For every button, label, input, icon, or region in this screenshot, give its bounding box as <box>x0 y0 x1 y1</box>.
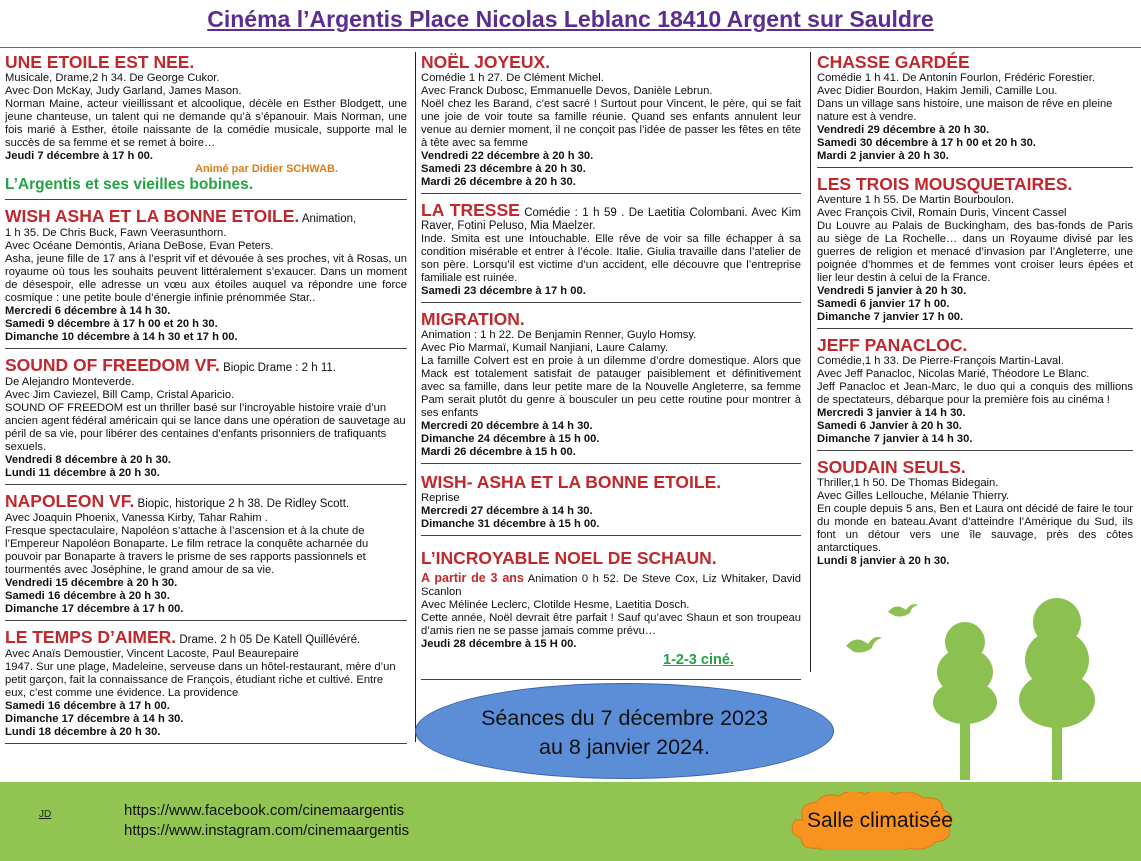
session-time: Vendredi 5 janvier à 20 h 30. <box>817 285 967 297</box>
tree-icon <box>1019 598 1095 780</box>
movie-synopsis: Cette année, Noël devrait être parfait ! Sauf qu’avec Shaun et son troupeau d’amis rien ne se passe jamais comme prévu… <box>421 612 801 637</box>
session-time: Mardi 2 janvier à 20 h 30. <box>817 150 949 162</box>
movie-genre: Drame. 2 h 05 De Katell Quillévéré. <box>176 634 361 646</box>
movie-cast: Avec Jeff Panacloc, Nicolas Marié, Théodore Le Blanc. <box>817 368 1090 380</box>
movie-title: SOUND OF FREEDOM VF. <box>5 355 220 375</box>
movie-genre: Animation, <box>299 213 357 225</box>
movie-wish-reprise <box>421 470 801 536</box>
movie-cast: Avec Didier Bourdon, Hakim Jemili, Camille Lou. <box>817 85 1058 97</box>
column-2 <box>421 52 801 686</box>
dates-line: Séances du 7 décembre 2023 <box>481 706 768 730</box>
movie-synopsis: Norman Maine, acteur vieillissant et alcoolique, décèle en Esther Blodgett, une jeune chanteuse, un talent qui ne demande qu’à s’épanouir. Mais Norman, une fois marié à Esther, étoile naissante de la comédie musicale, supporte mal le succès de sa femme et se remet à boire… <box>5 98 407 149</box>
movie-cast: Avec Mélinée Leclerc, Clotilde Hesme, Laetitia Dosch. <box>421 599 690 611</box>
movie-genre: Comédie : 1 h 59 . De Laetitia Colombani. Avec Kim Raver, Fotini Peluso, Mia Maelzer. <box>421 207 801 232</box>
movie-title: NAPOLEON VF. <box>5 491 135 511</box>
movie-title: UNE ETOILE EST NEE. <box>5 52 195 72</box>
session-time: Dimanche 7 janvier 17 h 00. <box>817 311 964 323</box>
instagram-link[interactable]: https://www.instagram.com/cinemaargentis <box>124 822 410 839</box>
session-time: Vendredi 29 décembre à 20 h 30. <box>817 124 990 136</box>
session-time: Mardi 26 décembre à 15 h 00. <box>421 446 576 458</box>
movie-napoleon <box>5 491 407 621</box>
session-time: Dimanche 10 décembre à 14 h 30 et 17 h 00. <box>5 331 238 343</box>
movie-synopsis: La famille Colvert est en proie à un dilemme d’ordre domestique. Alors que Mack est totalement satisfait de patauger paisiblement et définitivement avec sa famille, dans leur petite mare de la Nouvelle Angleterre, sa femme Pam serait plutôt du genre à bousculer un peu cette routine pour montrer à ses enfants <box>421 355 801 419</box>
session-time: Dimanche 17 décembre à 14 h 30. <box>5 713 184 725</box>
column-3 <box>817 52 1133 578</box>
session-time: Samedi 16 décembre à 17 h 00. <box>5 700 170 712</box>
movie-cast: Avec Joaquin Phoenix, Vanessa Kirby, Tahar Rahim . <box>5 512 268 524</box>
dates-line: au 8 janvier 2024. <box>539 735 710 759</box>
movie-le-temps-d-aimer <box>5 627 407 744</box>
movie-title: NOËL JOYEUX. <box>421 52 551 72</box>
movie-title: LE TEMPS D’AIMER. <box>5 627 177 647</box>
session-time: Mercredi 6 décembre à 14 h 30. <box>5 305 171 317</box>
movie-synopsis: Dans un village sans histoire, une maison de rêve en pleine nature est à vendre. <box>817 98 1113 123</box>
movie-cast: Avec Anaïs Demoustier, Vincent Lacoste, Paul Beaurepaire <box>5 648 299 660</box>
aircon-badge <box>783 792 977 850</box>
movie-cast: Avec Gilles Lellouche, Mélanie Thierry. <box>817 490 1010 502</box>
session-time: Dimanche 31 décembre à 15 h 00. <box>421 518 600 530</box>
movie-genre: Animation 0 h 52. De Steve Cox, Liz Whitaker, David Scanlon <box>421 573 801 598</box>
movie-noel-joyeux <box>421 52 801 194</box>
movie-sound-of-freedom <box>5 355 407 485</box>
movie-cast: Avec Franck Dubosc, Emmanuelle Devos, Danièle Lebrun. <box>421 85 713 97</box>
header-divider <box>0 47 1141 48</box>
movie-cast: Avec Don McKay, Judy Garland, James Mason. <box>5 85 242 97</box>
movie-synopsis: Noël chez les Barand, c’est sacré ! Surtout pour Vincent, le père, qui se fait une joie de voir toute sa famille réunie. Quand ses enfants annulent leur venue au dernier moment, il ne conçoit pas l’idée de passer les fêtes en tête à tête avec sa femme <box>421 98 801 149</box>
column-1 <box>5 52 407 750</box>
movie-synopsis: Du Louvre au Palais de Buckingham, des bas-fonds de Paris au siège de La Rochelle… dans un Royaume divisé par les guerres de religion et menacé d’invasion par l’Angleterre, une poignée d’hommes et de femmes vont croiser leurs épées et lier leur destin à celui de la France. <box>817 220 1133 284</box>
session-time: Lundi 18 décembre à 20 h 30. <box>5 726 161 738</box>
session-time: Vendredi 15 décembre à 20 h 30. <box>5 577 178 589</box>
session-time: Mercredi 20 décembre à 14 h 30. <box>421 420 593 432</box>
session-time: Samedi 30 décembre à 17 h 00 et 20 h 30. <box>817 137 1036 149</box>
trees-illustration <box>830 590 1130 790</box>
movie-title: L’INCROYABLE NOEL DE SCHAUN. <box>421 548 717 568</box>
movie-genre: Comédie 1 h 27. De Clément Michel. <box>421 72 604 84</box>
movie-genre: Aventure 1 h 55. De Martin Bourboulon. <box>817 194 1014 206</box>
movie-title: MIGRATION. <box>421 309 525 329</box>
column-divider-1 <box>415 52 416 742</box>
movie-director: De Alejandro Monteverde. <box>5 376 135 388</box>
movie-synopsis: 1947. Sur une plage, Madeleine, serveuse dans un hôtel-restaurant, mère d’un petit garçon, fait la connaissance de François, étudiant riche et cultivé. Entre eux, c’est comme une évidence. La providence <box>5 661 396 699</box>
program-label: 1-2-3 ciné. <box>663 652 734 668</box>
movie-title: CHASSE GARDÉE <box>817 52 970 72</box>
session-time: Samedi 6 janvier 17 h 00. <box>817 298 950 310</box>
column-divider-2 <box>810 52 811 672</box>
movie-synopsis: Asha, jeune fille de 17 ans à l’esprit vif et dévouée à ses proches, vit à Rosas, un royaume où tous les souhaits peuvent littéralement s’exaucer. Dans un moment de désespoir, elle adresse un vœu aux étoiles auquel va répondre une force cosmique : une petite boule d’énergie infinie prénommée Star.. <box>5 253 407 304</box>
movie-la-tresse <box>421 200 801 303</box>
movie-genre: Thriller,1 h 50. De Thomas Bidegain. <box>817 477 999 489</box>
movie-title: JEFF PANACLOC. <box>817 335 968 355</box>
dates-text <box>416 704 833 762</box>
session-time: Mercredi 3 janvier à 14 h 30. <box>817 407 966 419</box>
movie-une-etoile-est-nee <box>5 52 407 200</box>
movie-cast: Avec Océane Demontis, Ariana DeBose, Evan Peters. <box>5 240 274 252</box>
movie-title: LES TROIS MOUSQUETAIRES. <box>817 174 1073 194</box>
session-time: Lundi 8 janvier à 20 h 30. <box>817 555 950 567</box>
session-time: Samedi 23 décembre à 17 h 00. <box>421 285 586 297</box>
movie-jeff-panacloc <box>817 335 1133 451</box>
movie-synopsis: Jeff Panacloc et Jean-Marc, le duo qui a conquis des millions de spectateurs, débarque pour la première fois au cinéma ! <box>817 381 1133 406</box>
age-label: A partir de 3 ans <box>421 571 524 585</box>
movie-genre: Animation : 1 h 22. De Benjamin Renner, Guylo Homsy. <box>421 329 697 341</box>
facebook-link[interactable]: https://www.facebook.com/cinemaargentis <box>124 802 405 819</box>
movie-director: 1 h 35. De Chris Buck, Fawn Veerasunthorn. <box>5 227 227 239</box>
movie-synopsis: En couple depuis 5 ans, Ben et Laura ont décidé de faire le tour du monde en bateau.Avant d’atteindre l’Amérique du Sud, ils font un détour vers une île sauvage, près des côtes antarctiques. <box>817 503 1133 554</box>
movie-cast: Avec François Civil, Romain Duris, Vincent Cassel <box>817 207 1067 219</box>
session-time: Samedi 9 décembre à 17 h 00 et 20 h 30. <box>5 318 218 330</box>
movie-genre: Comédie,1 h 33. De Pierre-François Martin-Laval. <box>817 355 1064 367</box>
session-time: Samedi 16 décembre à 20 h 30. <box>5 590 170 602</box>
session-time: Dimanche 7 janvier à 14 h 30. <box>817 433 973 445</box>
movie-title: LA TRESSE <box>421 200 520 220</box>
aircon-label: Salle climatisée <box>807 809 953 832</box>
series-label: L’Argentis et ses vieilles bobines. <box>5 176 254 193</box>
session-time: Jeudi 28 décembre à 15 H 00. <box>421 638 577 650</box>
cinema-title: Cinéma l’Argentis Place Nicolas Leblanc 18410 Argent sur Sauldre <box>207 6 934 32</box>
movie-synopsis: Inde. Smita est une Intouchable. Elle rêve de voir sa fille échapper à sa condition misérable et entrer à l’école. Italie. Giulia travaille dans l’atelier de son père. Lorsqu’il est victime d’un accident, elle découvre que l’entreprise familiale est ruinée. <box>421 233 801 284</box>
movie-migration <box>421 309 801 464</box>
movie-synopsis: SOUND OF FREEDOM est un thriller basé sur l’incroyable histoire vraie d’un ancien agent fédéral américain qui se lance dans une opération de sauvetage au péril de sa vie, pour libérer des centaines d’enfants prisonniers de trafiquants sexuels. <box>5 402 406 453</box>
movie-cast: Avec Jim Caviezel, Bill Camp, Cristal Aparicio. <box>5 389 235 401</box>
session-time: Vendredi 8 décembre à 20 h 30. <box>5 454 172 466</box>
session-time: Jeudi 7 décembre à 17 h 00. <box>5 150 153 162</box>
movie-synopsis: Fresque spectaculaire, Napoléon s’attache à l’ascension et à la chute de l’Empereur Napoléon Bonaparte. Le film retrace la conquête acharnée du pouvoir par Bonaparte à travers le prisme de ses rapports passionnels et tourmentés avec Joséphine, le grand amour de sa vie. <box>5 525 369 576</box>
session-time: Samedi 6 Janvier à 20 h 30. <box>817 420 962 432</box>
movie-genre: Musicale, Drame,2 h 34. De George Cukor. <box>5 72 220 84</box>
movie-genre: Biopic, historique 2 h 38. De Ridley Scott. <box>134 498 350 510</box>
movie-soudain-seuls <box>817 457 1133 572</box>
movie-title: WISH- ASHA ET LA BONNE ETOILE. <box>421 472 722 492</box>
movie-les-trois-mousquetaires <box>817 174 1133 329</box>
movie-genre: Biopic Drame : 2 h 11. <box>219 362 336 374</box>
bird-icon <box>888 604 918 616</box>
animator-note: Animé par Didier SCHWAB. <box>195 163 339 175</box>
author-initials: JD <box>39 809 52 820</box>
tree-icon <box>933 622 997 780</box>
movie-incroyable-noel-de-schaun <box>421 542 801 680</box>
movie-cast: Avec Pio Marmaï, Kumail Nanjiani, Laure Calamy. <box>421 342 669 354</box>
session-time: Mercredi 27 décembre à 14 h 30. <box>421 505 593 517</box>
movie-genre: Comédie 1 h 41. De Antonin Fourlon, Frédéric Forestier. <box>817 72 1095 84</box>
session-time: Vendredi 22 décembre à 20 h 30. <box>421 150 594 162</box>
page-header <box>0 0 1141 48</box>
bird-icon <box>846 637 882 653</box>
movie-wish-asha <box>5 206 407 349</box>
movie-title: SOUDAIN SEULS. <box>817 457 966 477</box>
movie-note: Reprise <box>421 492 460 504</box>
session-time: Dimanche 17 décembre à 17 h 00. <box>5 603 184 615</box>
dates-banner <box>415 683 834 779</box>
session-time: Mardi 26 décembre à 20 h 30. <box>421 176 576 188</box>
session-time: Lundi 11 décembre à 20 h 30. <box>5 467 160 479</box>
movie-chasse-gardee <box>817 52 1133 168</box>
movie-title: WISH ASHA ET LA BONNE ETOILE. <box>5 206 300 226</box>
session-time: Dimanche 24 décembre à 15 h 00. <box>421 433 600 445</box>
session-time: Samedi 23 décembre à 20 h 30. <box>421 163 586 175</box>
